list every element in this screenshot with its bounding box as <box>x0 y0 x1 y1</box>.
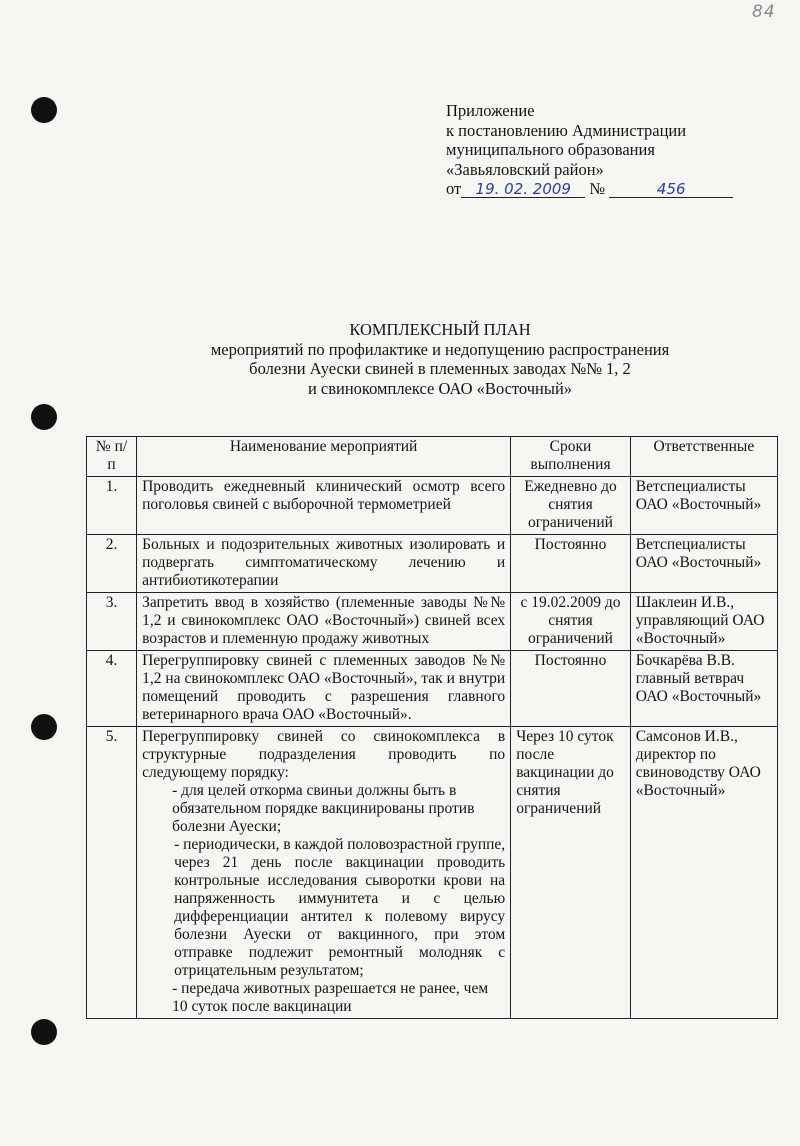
title-line: и свинокомплексе ОАО «Восточный» <box>307 378 573 398</box>
header-num: № п/п <box>87 437 137 477</box>
appendix-line: «Завьяловский район» <box>446 159 604 179</box>
header-responsible: Ответственные <box>630 437 777 477</box>
action-item: - для целей откорма свиньи должны быть в обязательном порядке вакцинированы против болезни Ауески; <box>172 782 475 835</box>
row-responsible: Шаклеин И.В., управляющий ОАО «Восточный» <box>630 593 777 651</box>
appendix-line: муниципального образования <box>446 140 655 159</box>
binder-hole <box>31 404 57 430</box>
page-number-handwritten: 84 <box>752 2 776 22</box>
action-item: - периодически, в каждой половозрастной группе, через 21 день после вакцинации проводить контрольные исследования сыворотки крови на напряженность иммунитета и с целью дифференциации антител к полевому вирусу болезни Ауески от вакцинного, при этом отправке подлежит ремонтный молодняк с отрицательным результатом; <box>174 836 506 979</box>
number-handwritten: 456 <box>609 181 733 198</box>
table-row <box>87 477 778 535</box>
binder-hole <box>31 1019 57 1045</box>
row-action: Перегруппировку свиней с племенных заводов №№ 1,2 на свинокомплекс ОАО «Восточный», так и внутри помещений проводить с разрешения главного ветеринарного врача ОАО «Восточный». <box>137 651 511 727</box>
appendix-line: к постановлению Администрации <box>446 120 687 140</box>
row-term: Ежедневно до снятия ограничений <box>511 477 631 535</box>
number-label: № <box>589 179 606 198</box>
table-row <box>87 727 778 1019</box>
table-row <box>87 593 778 651</box>
title-line: болезни Ауески свиней в племенных заводах №№ 1, 2 <box>249 359 631 378</box>
row-num: 1. <box>87 477 137 535</box>
row-term: Постоянно <box>511 535 631 593</box>
row-num: 2. <box>87 535 137 593</box>
row-term: с 19.02.2009 до снятия ограничений <box>511 593 631 651</box>
appendix-line: Приложение <box>446 101 535 120</box>
binder-hole <box>31 714 57 740</box>
row-responsible: Ветспециалисты ОАО «Восточный» <box>630 535 777 593</box>
row-term: Постоянно <box>511 651 631 727</box>
header-term: Сроки выполнения <box>511 437 631 477</box>
header-action: Наименование мероприятий <box>137 437 511 477</box>
table-row <box>87 651 778 727</box>
row-num: 4. <box>87 651 137 727</box>
appendix-block <box>446 101 733 199</box>
title-line: мероприятий по профилактике и недопущению распространения <box>210 339 670 359</box>
row-responsible: Самсонов И.В., директор по свиноводству ОАО «Восточный» <box>630 727 777 1019</box>
table-header-row <box>87 437 778 477</box>
from-label: от <box>446 179 462 198</box>
row-num: 3. <box>87 593 137 651</box>
date-handwritten: 19. 02. 2009 <box>461 181 585 198</box>
row-responsible: Бочкарёва В.В. главный ветврач ОАО «Восточный» <box>630 651 777 727</box>
row-responsible: Ветспециалисты ОАО «Восточный» <box>630 477 777 535</box>
row-term: Через 10 суток после вакцинации до снятия ограничений <box>511 727 631 1019</box>
row-num: 5. <box>87 727 137 1019</box>
row-action: Больных и подозрительных животных изолировать и подвергать симптоматическому лечению и антибиотикотерапии <box>137 535 511 593</box>
row-action: Запретить ввод в хозяйство (племенные заводы №№ 1,2 и свинокомплекс ОАО «Восточный») свиней всех возрастов и племенную продажу животных <box>137 593 511 651</box>
action-intro: Перегруппировку свиней со свинокомплекса в структурные подразделения проводить по следующему порядку: <box>142 728 506 781</box>
title-heading: КОМПЛЕКСНЫЙ ПЛАН <box>349 320 531 339</box>
plan-table <box>86 436 778 1019</box>
table-row <box>87 535 778 593</box>
row-action <box>137 727 511 1019</box>
appendix-date-line <box>446 179 733 199</box>
binder-hole <box>31 97 57 123</box>
row-action: Проводить ежедневный клинический осмотр всего поголовья свиней с выборочной термометрией <box>137 477 511 535</box>
document-title <box>120 320 760 398</box>
action-item: - передача животных разрешается не ранее, чем 10 суток после вакцинации <box>172 980 489 1015</box>
